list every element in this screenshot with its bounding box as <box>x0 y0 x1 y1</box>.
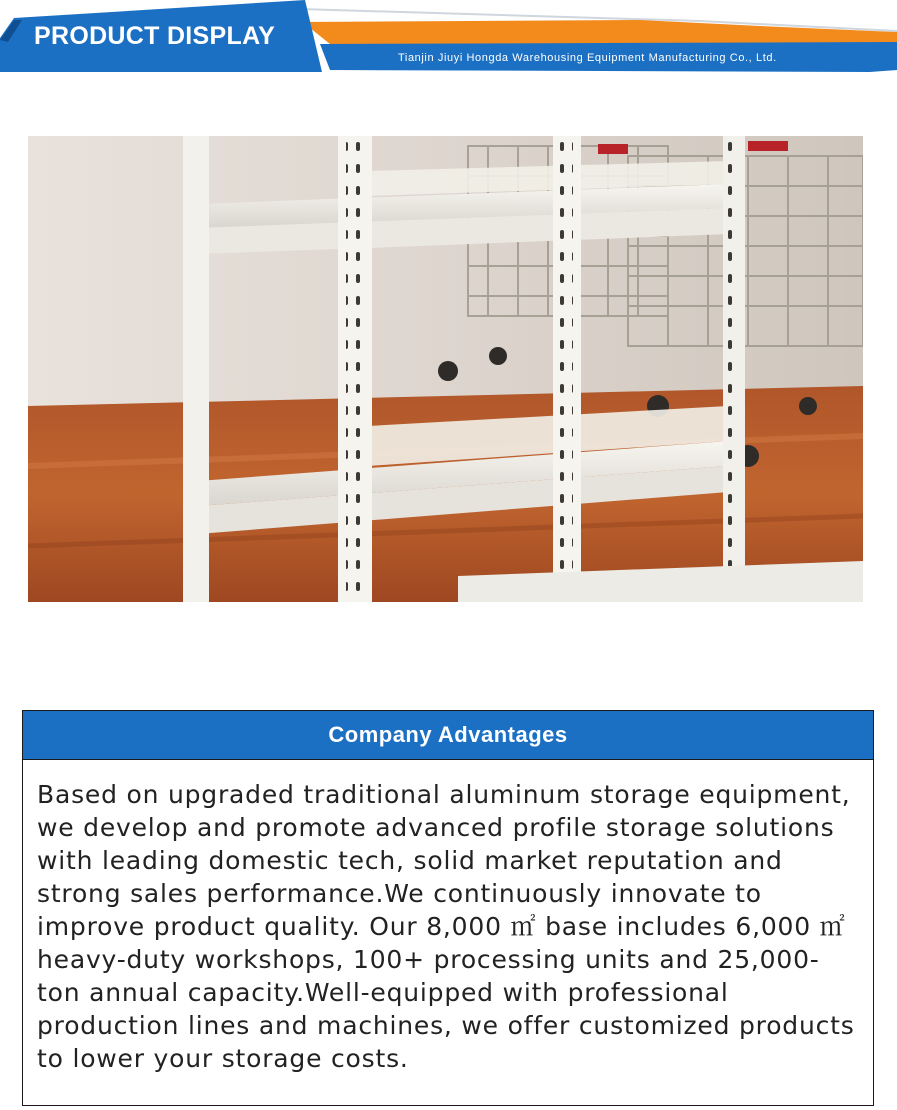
header-banner <box>0 0 897 72</box>
advantages-text: Based on upgraded traditional aluminum storage equipment, we develop and promote advanced profile storage solutions with leading domestic tech, solid market reputation and strong sales performance.We continuously innovate to improve product quality. Our 8,000 ㎡ base includes 6,000 ㎡ heavy-duty workshops, 100+ processing units and 25,000-ton annual capacity.Well-equipped with professional production lines and machines, we offer customized products to lower your storage costs. <box>37 780 855 1073</box>
company-name: Tianjin Jiuyi Hongda Warehousing Equipment Manufacturing Co., Ltd. <box>398 52 777 64</box>
advantages-header <box>23 711 873 760</box>
shelving-rack-illustration <box>28 136 863 602</box>
advantages-title: Company Advantages <box>328 722 568 747</box>
company-advantages-panel <box>22 710 874 1106</box>
page-title: PRODUCT DISPLAY <box>34 22 276 50</box>
product-image <box>28 136 863 602</box>
